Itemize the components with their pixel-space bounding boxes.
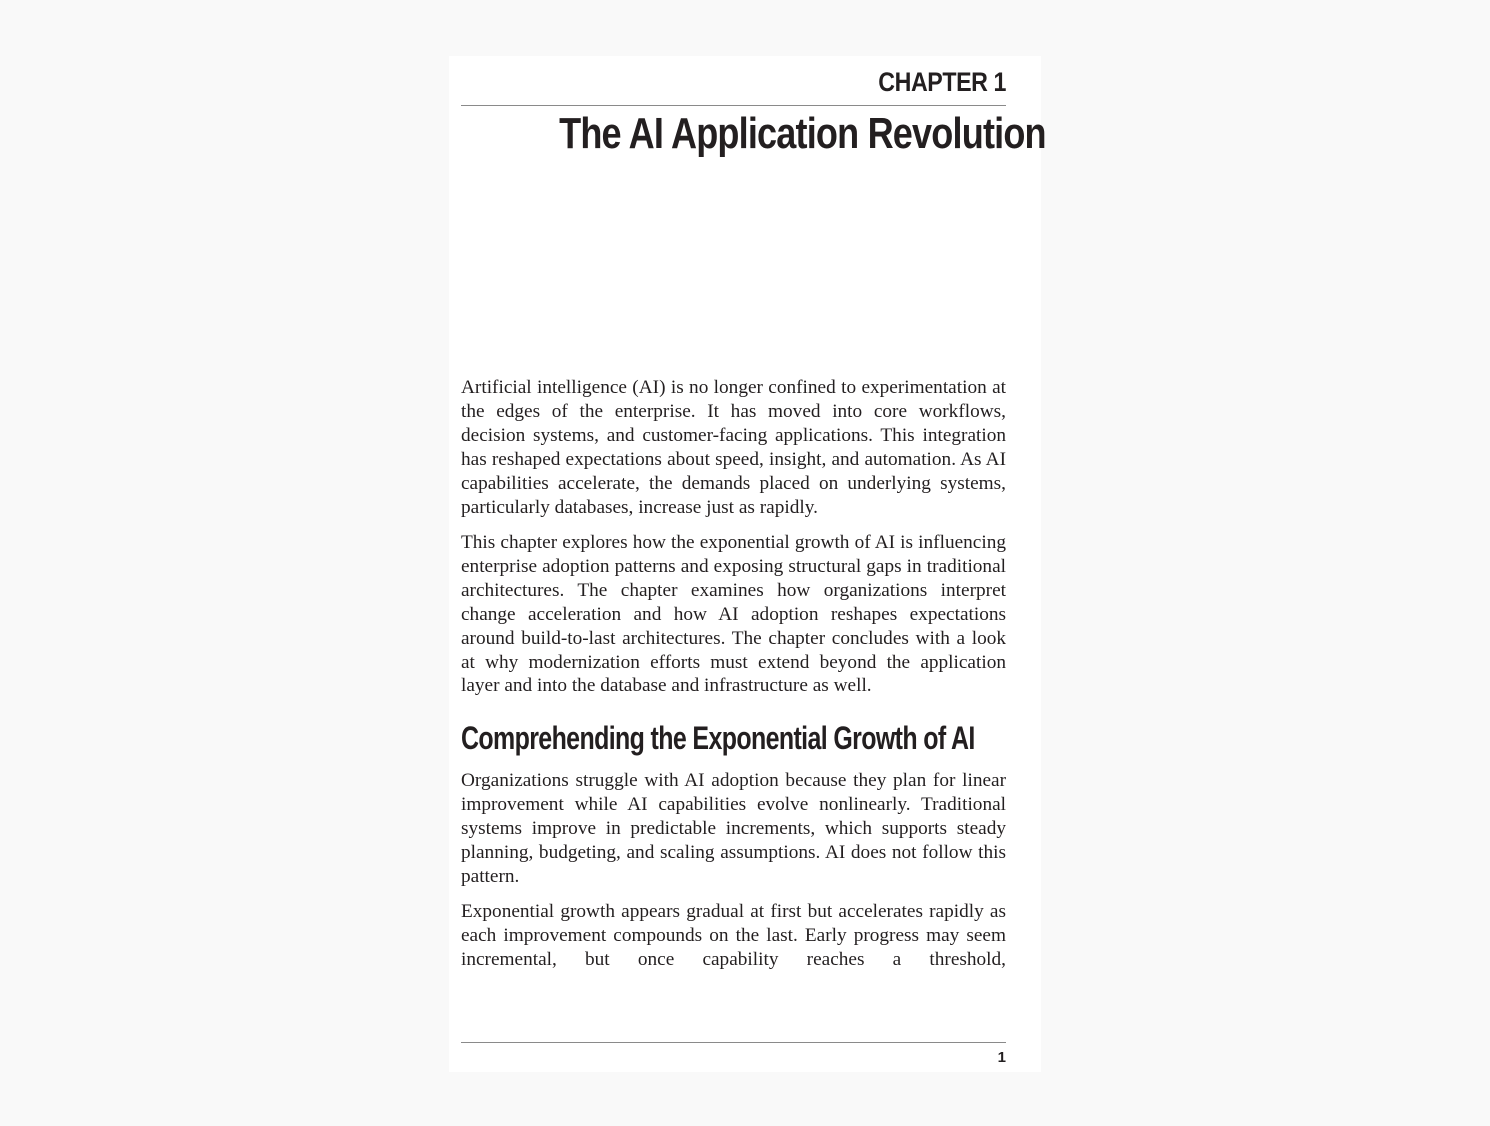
- section-paragraph-1: Organizations struggle with AI adoption because they plan for linear improvement while AI capabilities evolve nonlinearly. Traditional systems improve in predictable increments, which supports steady planning, budgeting, and scaling assumptions. AI does not follow this pattern.: [461, 770, 1006, 887]
- page-number: 1: [997, 1049, 1006, 1066]
- chapter-divider: [461, 105, 1006, 106]
- chapter-title: The AI Application Revolution: [559, 109, 1046, 158]
- footer-divider: [461, 1042, 1006, 1043]
- chapter-label: CHAPTER 1: [878, 67, 1006, 97]
- intro-paragraph-1: Artificial intelligence (AI) is no longer confined to experimentation at the edges of the enterprise. It has moved into core workflows, decision systems, and customer-facing applications. This integration has reshaped expectations about speed, insight, and automation. As AI capabilities accelerate, the demands placed on underlying systems, particularly databases, increase just as rapidly.: [461, 377, 1006, 518]
- section-paragraph-2: Exponential growth appears gradual at first but accelerates rapidly as each improvement compounds on the last. Early progress may seem incremental, but once capability reaches a threshold,: [461, 901, 1006, 970]
- section-heading: Comprehending the Exponential Growth of AI: [461, 720, 975, 756]
- book-page: [449, 56, 1046, 1072]
- intro-paragraph-2: This chapter explores how the exponential growth of AI is influencing enterprise adoption patterns and exposing structural gaps in traditional architectures. The chapter examines how organizations interpret change acceleration and how AI adoption reshapes expectations around build-to-last architectures. The chapter concludes with a look at why modernization efforts must extend beyond the application layer and into the database and infrastructure as well.: [461, 532, 1006, 697]
